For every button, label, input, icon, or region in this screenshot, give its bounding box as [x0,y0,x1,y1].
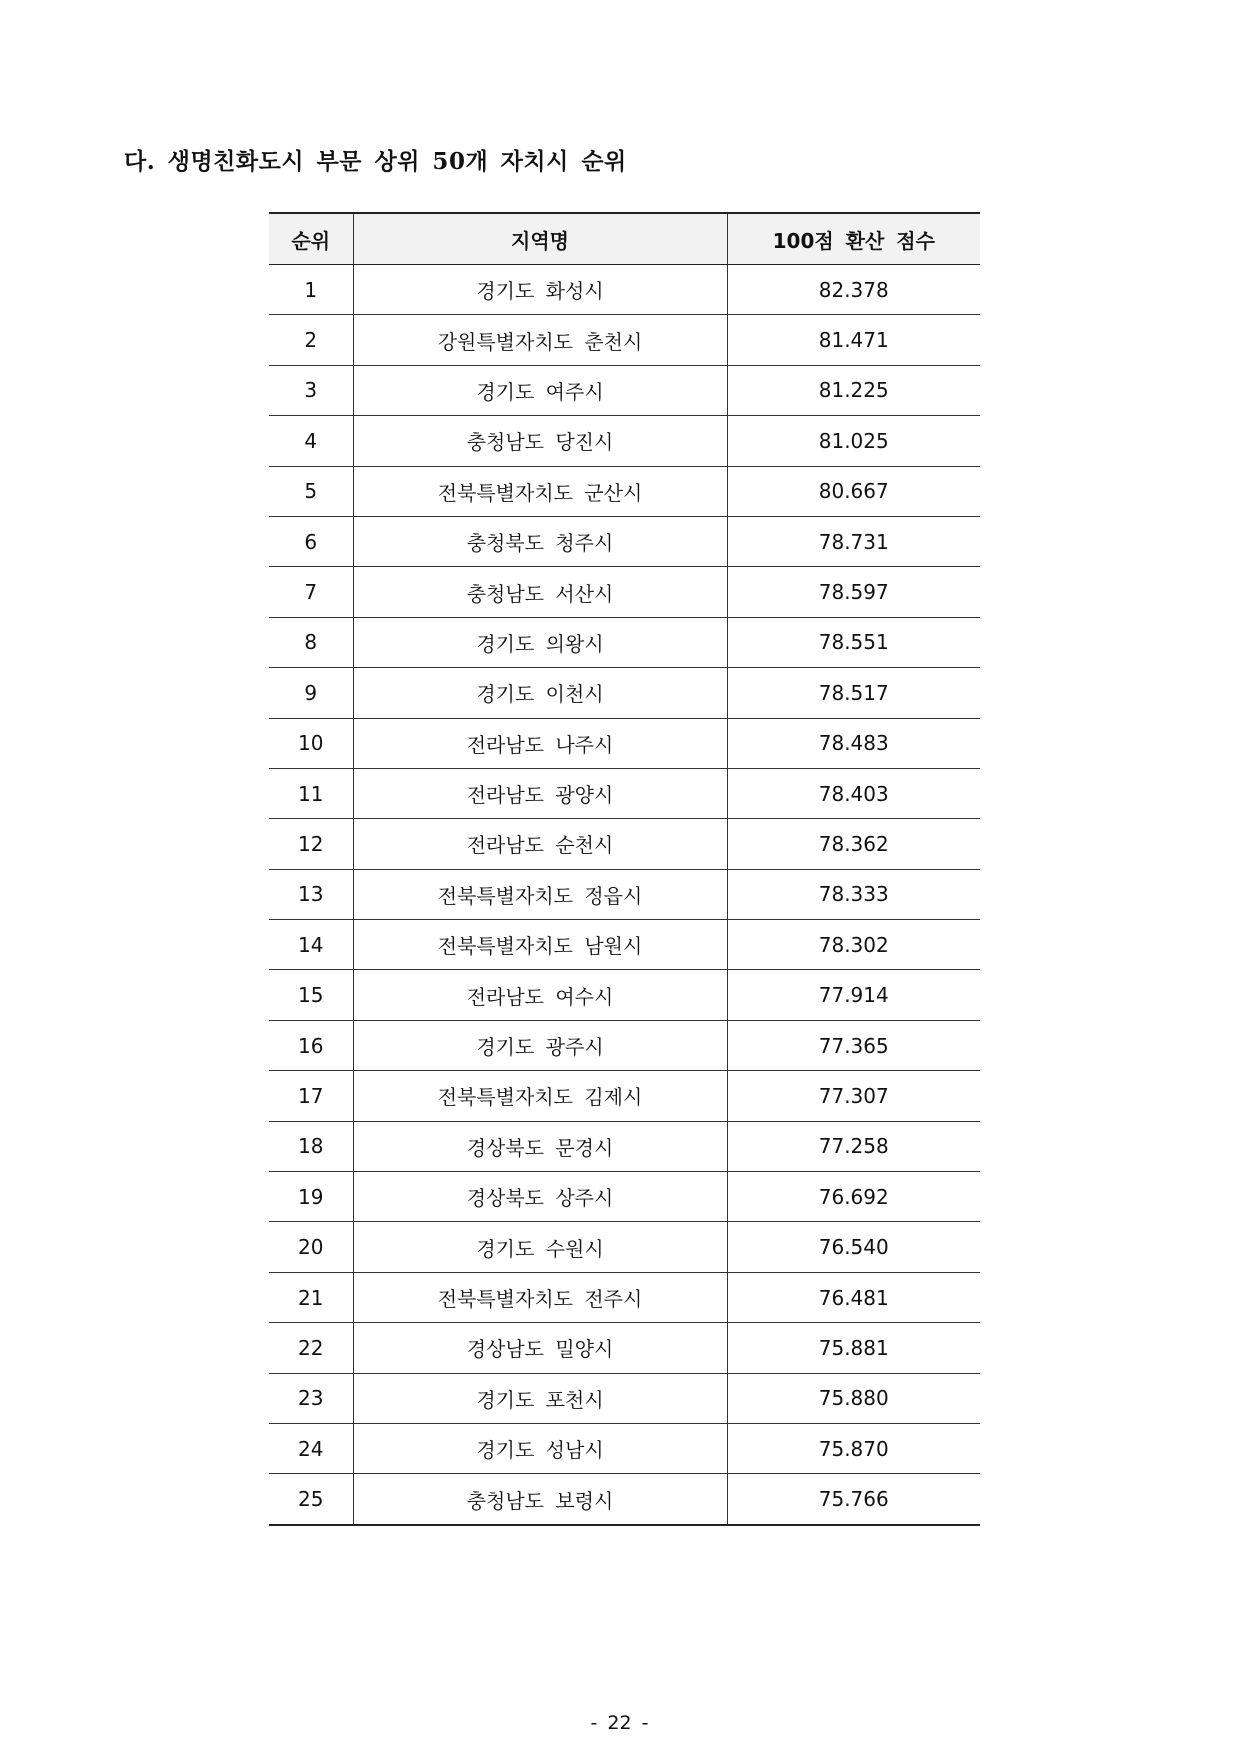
header-rank: 순위 [269,213,353,265]
table-row [269,1222,980,1272]
rank-cell: 1 [269,265,353,315]
score-cell: 76.692 [727,1172,980,1222]
rank-cell: 11 [269,768,353,818]
table-row [269,970,980,1020]
header-region: 지역명 [353,213,727,265]
rank-cell: 7 [269,567,353,617]
score-cell: 78.597 [727,567,980,617]
score-cell: 77.914 [727,970,980,1020]
table-row [269,315,980,365]
rank-cell: 13 [269,869,353,919]
region-cell: 전북특별자치도 전주시 [353,1272,727,1322]
region-cell: 경상북도 상주시 [353,1172,727,1222]
region-cell: 전북특별자치도 정읍시 [353,869,727,919]
score-cell: 78.483 [727,718,980,768]
region-cell: 경기도 광주시 [353,1020,727,1070]
table-row [269,265,980,315]
table-row [269,1172,980,1222]
rank-cell: 15 [269,970,353,1020]
region-cell: 경기도 화성시 [353,265,727,315]
table-row [269,1020,980,1070]
rank-cell: 18 [269,1121,353,1171]
region-cell: 경상남도 밀양시 [353,1323,727,1373]
rank-cell: 20 [269,1222,353,1272]
header-score: 100점 환산 점수 [727,213,980,265]
region-cell: 전라남도 순천시 [353,819,727,869]
score-cell: 75.880 [727,1373,980,1423]
rank-cell: 8 [269,617,353,667]
region-cell: 경기도 포천시 [353,1373,727,1423]
rank-cell: 6 [269,516,353,566]
table-row [269,768,980,818]
region-cell: 충청남도 당진시 [353,416,727,466]
rank-cell: 16 [269,1020,353,1070]
score-cell: 75.870 [727,1423,980,1473]
table-row [269,1474,980,1525]
rank-cell: 21 [269,1272,353,1322]
table-row [269,516,980,566]
region-cell: 전라남도 여수시 [353,970,727,1020]
region-cell: 경상북도 문경시 [353,1121,727,1171]
table-row [269,1272,980,1322]
rank-cell: 4 [269,416,353,466]
rank-cell: 22 [269,1323,353,1373]
region-cell: 전라남도 광양시 [353,768,727,818]
table-row [269,1423,980,1473]
table-row [269,920,980,970]
score-cell: 76.481 [727,1272,980,1322]
score-cell: 78.517 [727,668,980,718]
score-cell: 77.365 [727,1020,980,1070]
score-cell: 81.471 [727,315,980,365]
table-row [269,819,980,869]
table-row [269,1323,980,1373]
score-cell: 77.307 [727,1071,980,1121]
rank-cell: 24 [269,1423,353,1473]
score-cell: 75.881 [727,1323,980,1373]
rank-cell: 17 [269,1071,353,1121]
table-row [269,617,980,667]
table-row [269,466,980,516]
rank-cell: 23 [269,1373,353,1423]
region-cell: 경기도 성남시 [353,1423,727,1473]
rank-cell: 12 [269,819,353,869]
score-cell: 78.403 [727,768,980,818]
rank-cell: 3 [269,365,353,415]
score-cell: 81.225 [727,365,980,415]
region-cell: 전북특별자치도 군산시 [353,466,727,516]
score-cell: 80.667 [727,466,980,516]
table-row [269,869,980,919]
region-cell: 경기도 여주시 [353,365,727,415]
table-row [269,567,980,617]
region-cell: 경기도 의왕시 [353,617,727,667]
region-cell: 경기도 이천시 [353,668,727,718]
score-cell: 76.540 [727,1222,980,1272]
table-row [269,718,980,768]
table-row [269,668,980,718]
rank-cell: 10 [269,718,353,768]
score-cell: 78.731 [727,516,980,566]
rank-cell: 14 [269,920,353,970]
rank-cell: 19 [269,1172,353,1222]
region-cell: 충청북도 청주시 [353,516,727,566]
ranking-table [269,212,980,1526]
rank-cell: 5 [269,466,353,516]
region-cell: 충청남도 보령시 [353,1474,727,1525]
region-cell: 전북특별자치도 김제시 [353,1071,727,1121]
region-cell: 경기도 수원시 [353,1222,727,1272]
region-cell: 강원특별자치도 춘천시 [353,315,727,365]
score-cell: 75.766 [727,1474,980,1525]
score-cell: 78.302 [727,920,980,970]
table-row [269,1071,980,1121]
rank-cell: 2 [269,315,353,365]
rank-cell: 25 [269,1474,353,1525]
section-title: 다. 생명친화도시 부문 상위 50개 자치시 순위 [124,148,627,175]
region-cell: 전라남도 나주시 [353,718,727,768]
region-cell: 전북특별자치도 남원시 [353,920,727,970]
table-body [269,265,980,1525]
score-cell: 78.551 [727,617,980,667]
score-cell: 78.362 [727,819,980,869]
table-row [269,1373,980,1423]
table-row [269,1121,980,1171]
score-cell: 78.333 [727,869,980,919]
score-cell: 82.378 [727,265,980,315]
rank-cell: 9 [269,668,353,718]
region-cell: 충청남도 서산시 [353,567,727,617]
score-cell: 77.258 [727,1121,980,1171]
table-row [269,416,980,466]
page-number: - 22 - [590,1712,649,1734]
table-row [269,365,980,415]
table-header-row [269,213,980,265]
score-cell: 81.025 [727,416,980,466]
